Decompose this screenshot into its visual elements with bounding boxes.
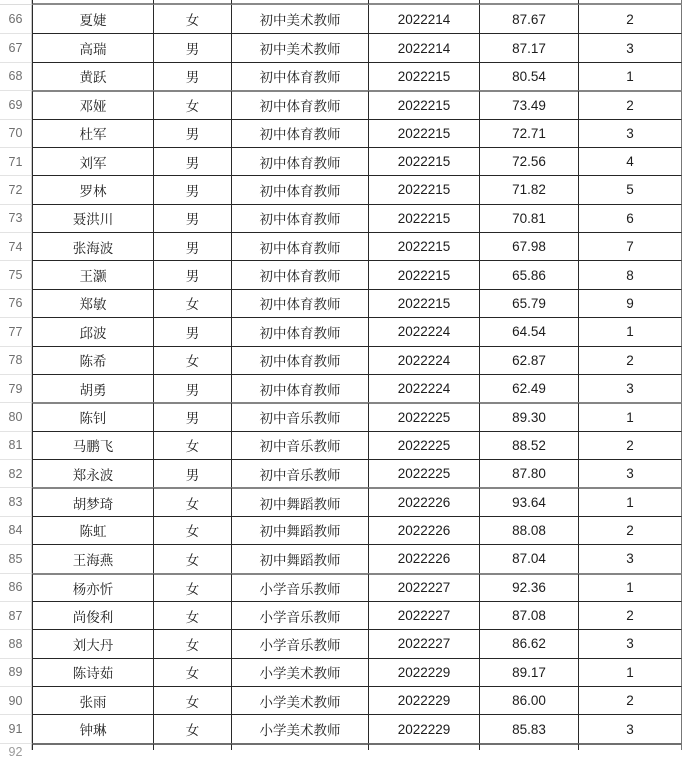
row-number: 78	[0, 346, 32, 374]
cell-rank: 5	[579, 175, 682, 203]
cell-gender: 女	[154, 658, 232, 686]
cell-gender: 男	[154, 260, 232, 288]
cell-position	[232, 743, 369, 750]
cell-gender: 男	[154, 402, 232, 430]
cell-code: 2022215	[369, 232, 480, 260]
cell-position: 小学美术教师	[232, 658, 369, 686]
cell-score: 93.64	[480, 487, 579, 515]
cell-code: 2022215	[369, 204, 480, 232]
row-number: 69	[0, 90, 32, 118]
row-number: 84	[0, 516, 32, 544]
cell-rank: 8	[579, 260, 682, 288]
cell-position: 初中美术教师	[232, 5, 369, 33]
table-row	[0, 402, 685, 430]
cell-position: 初中体育教师	[232, 147, 369, 175]
row-number: 91	[0, 714, 32, 742]
row-number: 76	[0, 289, 32, 317]
table-row	[0, 658, 685, 686]
cell-gender: 男	[154, 232, 232, 260]
cell-gender: 男	[154, 175, 232, 203]
cell-gender: 女	[154, 544, 232, 572]
cell-score: 87.04	[480, 544, 579, 572]
cell-rank: 3	[579, 119, 682, 147]
cell-rank: 7	[579, 232, 682, 260]
cell-name: 王灏	[32, 260, 154, 288]
cell-name: 邓娅	[32, 90, 154, 118]
cell-position: 初中美术教师	[232, 33, 369, 61]
cell-name: 尚俊利	[32, 601, 154, 629]
cell-rank: 3	[579, 33, 682, 61]
cell-rank: 3	[579, 374, 682, 402]
cell-rank: 3	[579, 544, 682, 572]
cell-rank: 6	[579, 204, 682, 232]
cell-code: 2022229	[369, 686, 480, 714]
cell-position: 初中体育教师	[232, 175, 369, 203]
cell-position: 小学美术教师	[232, 714, 369, 742]
cell-position: 初中体育教师	[232, 119, 369, 147]
cell-name: 杨亦忻	[32, 573, 154, 601]
row-number: 67	[0, 33, 32, 61]
cell-name: 黄跃	[32, 62, 154, 90]
cell-rank: 1	[579, 62, 682, 90]
cell-gender: 女	[154, 601, 232, 629]
cell-name: 郑敏	[32, 289, 154, 317]
cell-name: 杜军	[32, 119, 154, 147]
cell-code: 2022226	[369, 544, 480, 572]
table-row	[0, 431, 685, 459]
cell-position: 初中音乐教师	[232, 431, 369, 459]
cell-score: 87.08	[480, 601, 579, 629]
cell-score: 64.54	[480, 317, 579, 345]
table-row	[0, 289, 685, 317]
cell-gender: 男	[154, 317, 232, 345]
cell-name: 陈虹	[32, 516, 154, 544]
row-number: 85	[0, 544, 32, 572]
row-number: 87	[0, 601, 32, 629]
cell-rank: 2	[579, 346, 682, 374]
cell-rank: 4	[579, 147, 682, 175]
cell-code: 2022215	[369, 260, 480, 288]
cell-code: 2022224	[369, 374, 480, 402]
table-row	[0, 686, 685, 714]
cell-gender: 女	[154, 346, 232, 374]
table-row	[0, 33, 685, 61]
cell-code: 2022225	[369, 402, 480, 430]
cell-score: 86.62	[480, 629, 579, 657]
cell-gender: 女	[154, 629, 232, 657]
cell-code: 2022215	[369, 175, 480, 203]
cell-position: 小学美术教师	[232, 686, 369, 714]
cell-name: 胡勇	[32, 374, 154, 402]
cell-position: 初中体育教师	[232, 62, 369, 90]
cell-name: 王海燕	[32, 544, 154, 572]
cell-position: 初中体育教师	[232, 374, 369, 402]
cell-rank	[579, 743, 682, 750]
cell-score: 72.56	[480, 147, 579, 175]
cell-position: 初中舞蹈教师	[232, 544, 369, 572]
cell-name: 陈希	[32, 346, 154, 374]
cell-name: 郑永波	[32, 459, 154, 487]
row-number-label: 92	[8, 744, 23, 759]
cell-rank: 1	[579, 317, 682, 345]
table-row	[0, 119, 685, 147]
cell-score: 80.54	[480, 62, 579, 90]
row-number: 71	[0, 147, 32, 175]
cell-code: 2022215	[369, 289, 480, 317]
cell-gender: 女	[154, 516, 232, 544]
cell-rank: 2	[579, 5, 682, 33]
cell-name	[32, 743, 154, 750]
row-number: 86	[0, 573, 32, 601]
cell-name: 张雨	[32, 686, 154, 714]
cell-gender: 男	[154, 147, 232, 175]
table-row	[0, 175, 685, 203]
cell-score: 67.98	[480, 232, 579, 260]
cell-score: 88.52	[480, 431, 579, 459]
row-number: 83	[0, 487, 32, 515]
cell-rank: 1	[579, 402, 682, 430]
cell-code: 2022226	[369, 516, 480, 544]
cell-name: 钟琳	[32, 714, 154, 742]
cell-rank: 1	[579, 487, 682, 515]
cell-score: 62.87	[480, 346, 579, 374]
cell-name: 刘军	[32, 147, 154, 175]
cell-rank: 2	[579, 516, 682, 544]
table-row	[0, 601, 685, 629]
cell-rank: 2	[579, 90, 682, 118]
table-row	[0, 260, 685, 288]
cell-position: 初中音乐教师	[232, 402, 369, 430]
table-row	[0, 487, 685, 515]
cell-score: 73.49	[480, 90, 579, 118]
cell-score: 89.30	[480, 402, 579, 430]
row-number	[0, 743, 32, 759]
cell-code: 2022225	[369, 459, 480, 487]
table-row	[0, 204, 685, 232]
cell-name: 夏婕	[32, 5, 154, 33]
cell-gender: 女	[154, 573, 232, 601]
cell-position: 初中体育教师	[232, 90, 369, 118]
cell-gender: 女	[154, 487, 232, 515]
cell-score: 88.08	[480, 516, 579, 544]
cell-code: 2022225	[369, 431, 480, 459]
table-row	[0, 544, 685, 572]
cell-gender: 女	[154, 5, 232, 33]
cell-code: 2022214	[369, 5, 480, 33]
table-row	[0, 629, 685, 657]
cell-gender: 男	[154, 119, 232, 147]
cell-gender: 女	[154, 289, 232, 317]
row-number: 75	[0, 260, 32, 288]
cell-gender: 女	[154, 90, 232, 118]
cell-position: 初中体育教师	[232, 346, 369, 374]
row-number: 88	[0, 629, 32, 657]
table-row	[0, 573, 685, 601]
cell-rank: 9	[579, 289, 682, 317]
cell-code: 2022215	[369, 119, 480, 147]
cell-name: 陈钊	[32, 402, 154, 430]
cell-gender: 男	[154, 459, 232, 487]
cell-gender	[154, 743, 232, 750]
cell-code: 2022224	[369, 317, 480, 345]
cell-code: 2022229	[369, 658, 480, 686]
row-number: 72	[0, 175, 32, 203]
cell-position: 初中体育教师	[232, 317, 369, 345]
partial-row-bottom	[0, 743, 685, 759]
cell-rank: 3	[579, 629, 682, 657]
row-number: 89	[0, 658, 32, 686]
table-row	[0, 346, 685, 374]
cell-rank: 3	[579, 459, 682, 487]
cell-score: 65.79	[480, 289, 579, 317]
row-number: 90	[0, 686, 32, 714]
cell-gender: 男	[154, 204, 232, 232]
table-row	[0, 90, 685, 118]
cell-score: 89.17	[480, 658, 579, 686]
cell-position: 小学音乐教师	[232, 601, 369, 629]
table-row	[0, 232, 685, 260]
cell-code: 2022224	[369, 346, 480, 374]
table-row	[0, 459, 685, 487]
cell-gender: 女	[154, 686, 232, 714]
table-row	[0, 374, 685, 402]
row-number: 70	[0, 119, 32, 147]
row-number: 68	[0, 62, 32, 90]
cell-code: 2022227	[369, 629, 480, 657]
cell-code: 2022215	[369, 147, 480, 175]
cell-score: 85.83	[480, 714, 579, 742]
cell-code: 2022215	[369, 90, 480, 118]
cell-rank: 1	[579, 658, 682, 686]
cell-score: 87.80	[480, 459, 579, 487]
cell-name: 邱波	[32, 317, 154, 345]
cell-name: 张海波	[32, 232, 154, 260]
cell-code: 2022214	[369, 33, 480, 61]
table-row	[0, 714, 685, 742]
cell-score	[480, 743, 579, 750]
row-number: 79	[0, 374, 32, 402]
cell-rank: 2	[579, 686, 682, 714]
cell-name: 罗林	[32, 175, 154, 203]
cell-position: 初中舞蹈教师	[232, 487, 369, 515]
cell-position: 初中体育教师	[232, 232, 369, 260]
cell-score: 70.81	[480, 204, 579, 232]
cell-code: 2022215	[369, 62, 480, 90]
cell-name: 马鹏飞	[32, 431, 154, 459]
cell-name: 陈诗茹	[32, 658, 154, 686]
row-number: 73	[0, 204, 32, 232]
cell-rank: 2	[579, 601, 682, 629]
table-row	[0, 5, 685, 33]
cell-name: 刘大丹	[32, 629, 154, 657]
table-row	[0, 147, 685, 175]
cell-code	[369, 743, 480, 750]
cell-score: 62.49	[480, 374, 579, 402]
cell-gender: 女	[154, 714, 232, 742]
cell-rank: 1	[579, 573, 682, 601]
cell-position: 初中体育教师	[232, 204, 369, 232]
cell-position: 初中体育教师	[232, 260, 369, 288]
cell-gender: 男	[154, 62, 232, 90]
cell-rank: 2	[579, 431, 682, 459]
cell-rank: 3	[579, 714, 682, 742]
table-row	[0, 62, 685, 90]
cell-name: 胡梦琦	[32, 487, 154, 515]
cell-code: 2022227	[369, 573, 480, 601]
cell-code: 2022227	[369, 601, 480, 629]
cell-name: 高瑞	[32, 33, 154, 61]
cell-score: 87.17	[480, 33, 579, 61]
cell-position: 初中音乐教师	[232, 459, 369, 487]
cell-name: 聂洪川	[32, 204, 154, 232]
cell-code: 2022226	[369, 487, 480, 515]
cell-score: 65.86	[480, 260, 579, 288]
row-number: 82	[0, 459, 32, 487]
cell-gender: 女	[154, 431, 232, 459]
cell-score: 87.67	[480, 5, 579, 33]
table-row	[0, 317, 685, 345]
row-number: 77	[0, 317, 32, 345]
cell-position: 初中体育教师	[232, 289, 369, 317]
table-body	[0, 5, 685, 743]
cell-gender: 男	[154, 33, 232, 61]
cell-code: 2022229	[369, 714, 480, 742]
row-number: 66	[0, 5, 32, 33]
cell-score: 86.00	[480, 686, 579, 714]
cell-position: 初中舞蹈教师	[232, 516, 369, 544]
cell-score: 71.82	[480, 175, 579, 203]
row-number: 81	[0, 431, 32, 459]
cell-position: 小学音乐教师	[232, 629, 369, 657]
row-number: 80	[0, 402, 32, 430]
cell-score: 72.71	[480, 119, 579, 147]
row-number: 74	[0, 232, 32, 260]
table-row	[0, 516, 685, 544]
cell-score: 92.36	[480, 573, 579, 601]
cell-position: 小学音乐教师	[232, 573, 369, 601]
cell-gender: 男	[154, 374, 232, 402]
